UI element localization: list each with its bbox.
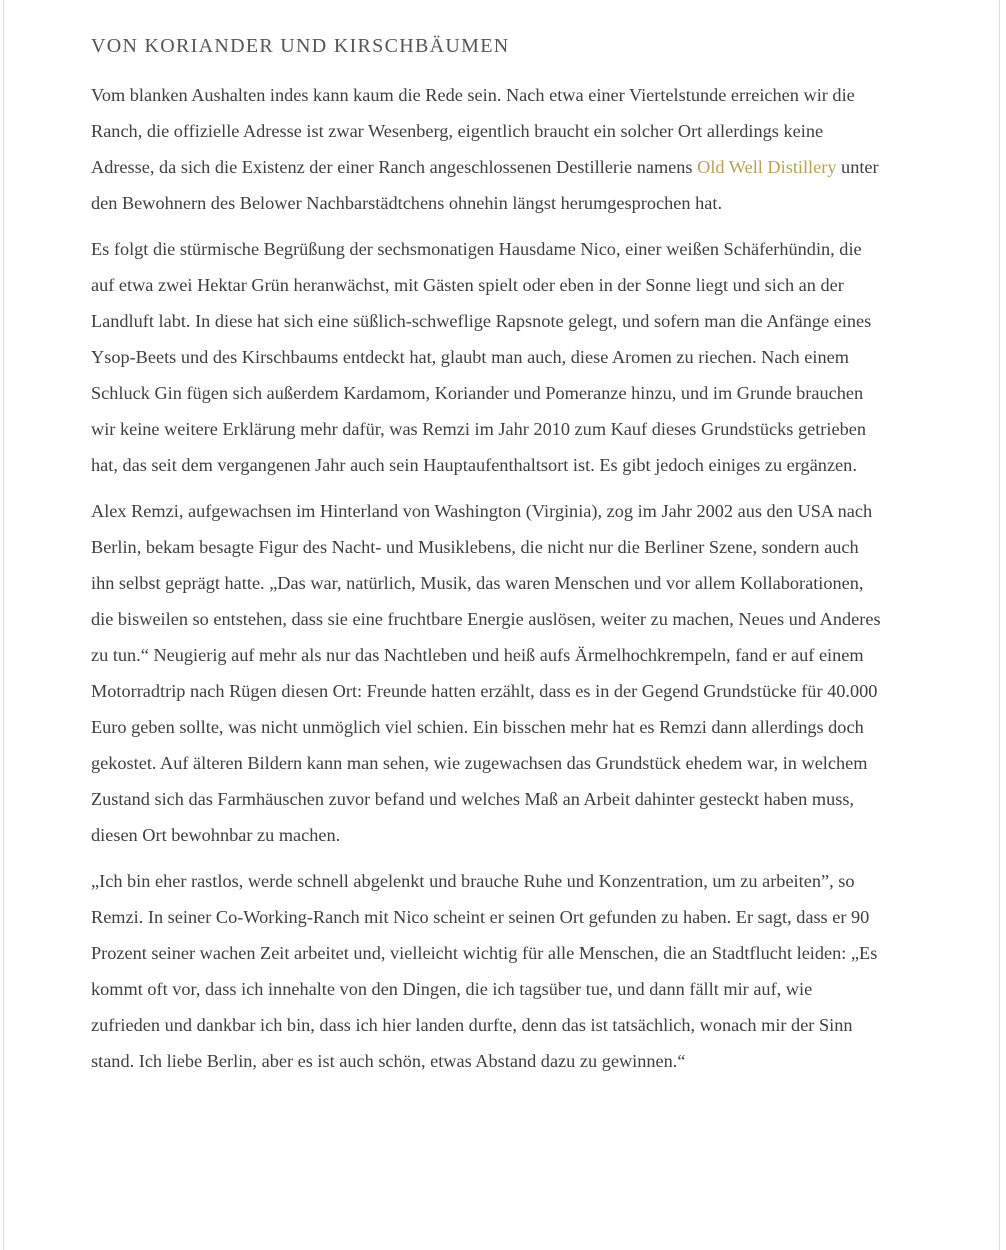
paragraph-1-text-before-link: Vom blanken Aushalten indes kann kaum die Rede sein. Nach etwa einer Viertelstunde erreichen wir die Ranch, die offizielle Adresse ist zwar Wesenberg, eigentlich braucht ein solcher Ort allerdings keine Adresse, da sich die Existenz der einer Ranch angeschlossenen Destillerie namens bbox=[91, 85, 855, 177]
paragraph-4: „Ich bin eher rastlos, werde schnell abgelenkt und brauche Ruhe und Konzentration, um zu arbeiten”, so Remzi. In seiner Co-Working-Ranch mit Nico scheint er seinen Ort gefunden zu haben. Er sagt, dass er 90 Prozent seiner wachen Zeit arbeitet und, vielleicht wichtig für alle Menschen, die an Stadtflucht leiden: „Es kommt oft vor, dass ich innehalte von den Dingen, die ich tagsüber tue, und dann fällt mir auf, wie zufrieden und dankbar ich bin, dass ich hier landen durfte, denn das ist tatsächlich, wonach mir der Sinn stand. Ich liebe Berlin, aber es ist auch schön, etwas Abstand dazu zu gewinnen.“ bbox=[91, 871, 878, 1071]
paragraph-1-text-after-link: unter den Bewohnern des Belower Nachbarstädtchens ohnehin längst herumgesprochen hat. bbox=[91, 157, 879, 213]
article bbox=[91, 33, 881, 1089]
old-well-distillery-link[interactable]: Old Well Distillery bbox=[697, 157, 837, 177]
page-frame bbox=[3, 0, 1000, 1250]
paragraph-1 bbox=[91, 77, 881, 221]
paragraph-3: Alex Remzi, aufgewachsen im Hinterland von Washington (Virginia), zog im Jahr 2002 aus den USA nach Berlin, bekam besagte Figur des Nacht- und Musiklebens, die nicht nur die Berliner Szene, sondern auch ihn selbst geprägt hatte. „Das war, natürlich, Musik, das waren Menschen und vor allem Kollaborationen, die bisweilen so entstehen, dass sie eine fruchtbare Energie auslösen, weiter zu machen, Neues und Anderes zu tun.“ Neugierig auf mehr als nur das Nachtleben und heiß aufs Ärmelhochkrempeln, fand er auf einem Motorradtrip nach Rügen diesen Ort: Freunde hatten erzählt, dass es in der Gegend Grundstücke für 40.000 Euro geben sollte, was nicht unmöglich viel schien. Ein bisschen mehr hat es Remzi dann allerdings doch gekostet. Auf älteren Bildern kann man sehen, wie zugewachsen das Grundstück ehedem war, in welchem Zustand sich das Farmhäuschen zuvor befand und welches Maß an Arbeit dahinter gesteckt haben muss, diesen Ort bewohnbar zu machen. bbox=[91, 501, 881, 845]
section-heading: VON KORIANDER UND KIRSCHBÄUMEN bbox=[91, 35, 510, 57]
paragraph-2: Es folgt die stürmische Begrüßung der sechsmonatigen Hausdame Nico, einer weißen Schäferhündin, die auf etwa zwei Hektar Grün heranwächst, mit Gästen spielt oder eben in der Sonne liegt und sich an der Landluft labt. In diese hat sich eine süßlich-schweflige Rapsnote gelegt, und sofern man die Anfänge eines Ysop-Beets und des Kirschbaums entdeckt hat, glaubt man auch, diese Aromen zu riechen. Nach einem Schluck Gin fügen sich außerdem Kardamom, Koriander und Pomeranze hinzu, und im Grunde brauchen wir keine weitere Erklärung mehr dafür, was Remzi im Jahr 2010 zum Kauf dieses Grundstücks getrieben hat, das seit dem vergangenen Jahr auch sein Hauptaufenthaltsort ist. Es gibt jedoch einiges zu ergänzen. bbox=[91, 239, 872, 475]
